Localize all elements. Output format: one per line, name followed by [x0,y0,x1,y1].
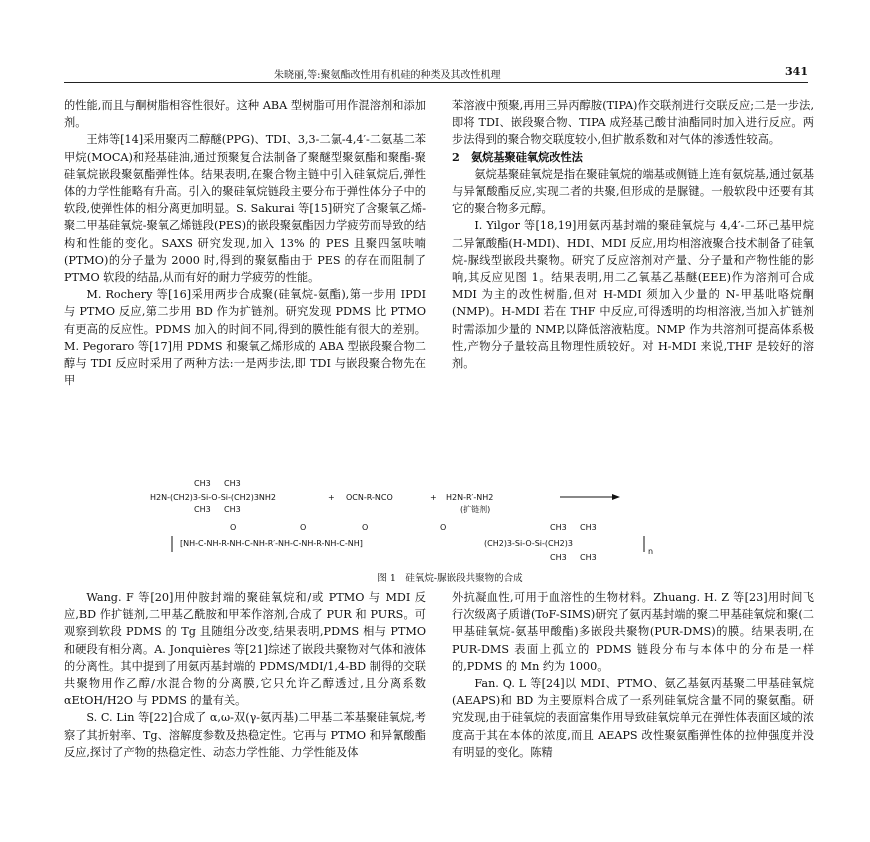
paragraph: 的性能,而且与酮树脂相容性很好。这种 ABA 型树脂可用作混溶剂和添加剂。 [64,99,426,130]
paragraph: M. Rochery 等[16]采用两步合成聚(硅氧烷-氨酯),第一步用 IPDI 与 PTMO 反应,第二步用 BD 作为扩链剂。研究发现 PDMS 比 PTMO 有更高的反应性。PDMS 加入的时间不同,得到的膜性能有很大的差别。M. Pegoraro 等[17]用 PDMS 和聚氧乙烯形成的 ABA 型嵌段聚合物二醇与 TDI 反应时采用了两种方法:一是两步法,即 TDI 与嵌段聚合物先在甲 [64,288,426,388]
methyl-label: CH3 [194,505,211,514]
methyl-label: CH3 [550,553,567,562]
reaction-scheme [150,478,750,568]
right-column-top [452,97,814,372]
figure-caption: 图 1 硅氧烷-脲嵌段共聚物的合成 [377,573,523,584]
methyl-label: CH3 [224,505,241,514]
paragraph: Wang. F 等[20]用仲胺封端的聚硅氧烷和/或 PTMO 与 MDI 反应,BD 作扩链剂,二甲基乙酰胺和甲苯作溶剂,合成了 PUR 和 PURS。可观察到软段 PDMS 的 Tg 且随组分改变,结果表明,PDMS 相与 PTMO 和硬段有相分离。A. Jonquières 等[21]综述了嵌段共聚物对气体和液体的分离性。其中提到了用氨丙基封端的 PDMS/MDI/1,4-BD 制得的交联共聚物用作乙醇/水混合物的分离膜,它只允许乙醇透过,且分离系数 αEtOH/H2O 与 PDMS 的量有关。 [64,591,426,708]
left-column-bottom [64,589,426,761]
paragraph: 王炜等[14]采用聚丙二醇醚(PPG)、TDI、3,3-二氯-4,4′-二氨基二苯甲烷(MOCA)和羟基硅油,通过预聚复合法制备了聚醚型聚氨酯和聚酯-聚硅氧烷嵌段聚氨酯弹性体。结果表明,在聚合物主链中引入硅氧烷后,弹性体的力学性能略有升高。引入的聚硅氧烷链段主要分布于弹性体分子中的软段,使弹性体的相分离更加明显。S. Sakurai 等[15]研究了含聚氧乙烯-聚二甲基硅氧烷-聚氧乙烯链段(PES)的嵌段聚氨酯因力学疲劳而导致的结构和性能的变化。SAXS 研究发现,加入 13% 的 PES 且聚四氢呋喃(PTMO)的分子量为 2000 时,得到的聚氨酯由于 PES 的存在而阻制了 PTMO 软段的结晶,从而有好的耐力学疲劳的性能。 [64,133,426,285]
running-title: 朱晓丽,等:聚氨酯改性用有机硅的种类及其改性机理 [274,70,501,81]
carbonyl-label: O [440,523,447,532]
arrow-head [612,494,620,500]
paragraph: 氨烷基聚硅氧烷是指在聚硅氧烷的端基或侧链上连有氨烷基,通过氨基与异氰酸酯反应,实现二者的共聚,但形成的是脲键。一般软段中还要有其它的聚合物多元醇。 [452,167,814,216]
methyl-label: CH3 [580,523,597,532]
methyl-label: CH3 [194,479,211,488]
carbonyl-label: O [230,523,237,532]
carbonyl-label: O [362,523,369,532]
repeat-index: n [648,547,654,556]
left-column-top [64,97,426,389]
methyl-label: CH3 [224,479,241,488]
page-number: 341 [785,65,808,78]
right-column-bottom [452,589,814,761]
chain-extender-label: (扩链剂) [460,505,491,514]
section-heading: 2 氨烷基聚硅氧烷改性法 [452,149,583,164]
figure-1 [150,478,750,586]
page-header [64,66,808,83]
paragraph: 苯溶液中预聚,再用三异丙醇胺(TIPA)作交联剂进行交联反应;二是一步法,即将 TDI、嵌段聚合物、TIPA 成羟基己酸甘油酯同时加入进行反应。两步法得到的聚合物交联度较小,但扩散系数和对气体的渗透性较高。 [452,99,814,147]
paragraph: 外抗凝血性,可用于血溶性的生物材料。Zhuang. H. Z 等[23]用时间飞行次级离子质谱(ToF-SIMS)研究了氨丙基封端的聚二甲基硅氧烷和聚(二甲基硅氧烷-氨基甲酸酯)多嵌段共聚物(PUR-DMS)的膜。结果表明,在 PUR-DMS 表面上孤立的 PDMS 链段分布与本体中的分布是一样的,PDMS 的 Mn 约为 1000。 [452,591,814,673]
plus-sign: + [430,493,437,502]
reactant-diisocyanate: OCN-R-NCO [346,493,393,502]
paragraph: I. Yilgor 等[18,19]用氨丙基封端的聚硅氧烷与 4,4′-二环己基甲烷二异氰酸酯(H-MDI)、HDI、MDI 反应,用均相溶液聚合技术制备了硅氧烷-脲线型嵌段共聚物。研究了反应溶剂对产量、分子量和产物性能的影响,其反应见图 1。结果表明,用二乙氧基乙基醚(EEE)作为溶剂可合成 MDI 为主的改性树脂,但对 H-MDI 须加入少量的 N-甲基吡咯烷酮(NMP)。H-MDI 若在 THF 中反应,可得透明的均相溶液,当加入扩链剂时需添加少量的 NMP,以降低溶液粘度。NMP 作为共溶剂可提高体系极性,产物分子量较高且物理性质较好。对 H-MDI 来说,THF 是较好的溶剂。 [452,219,814,371]
product-urea-segment: [NH-C-NH-R-NH-C-NH-R′-NH-C-NH-R-NH-C-NH] [180,539,363,548]
methyl-label: CH3 [550,523,567,532]
reactant-diamine: H2N-R′-NH2 [446,493,494,502]
product-siloxane-segment: (CH2)3-Si-O-Si-(CH2)3 [484,539,573,548]
plus-sign: + [328,493,335,502]
paragraph: Fan. Q. L 等[24]以 MDI、PTMO、氨乙基氨丙基聚二甲基硅氧烷(AEAPS)和 BD 为主要原料合成了一系列硅氧烷含量不同的聚氨酯。研究发现,由于硅氧烷的表面富集作用导致硅氧烷单元在弹性体表面区域的浓度高于其在本体的浓度,而且 AEAPS 改性聚氨酯弹性体的拉伸强度并没有明显的变化。陈精 [452,677,814,759]
methyl-label: CH3 [580,553,597,562]
reactant-aminopropyl-pdms: H2N-(CH2)3-Si-O-Si-(CH2)3NH2 [150,493,277,502]
paragraph: S. C. Lin 等[22]合成了 α,ω-双(γ-氨丙基)二甲基二苯基聚硅氧烷,考察了其折射率、Tg、溶解度参数及热稳定性。它再与 PTMO 和异氰酸酯反应,探讨了产物的热稳定性、动态力学性能、力学性能及体 [64,711,426,759]
carbonyl-label: O [300,523,307,532]
